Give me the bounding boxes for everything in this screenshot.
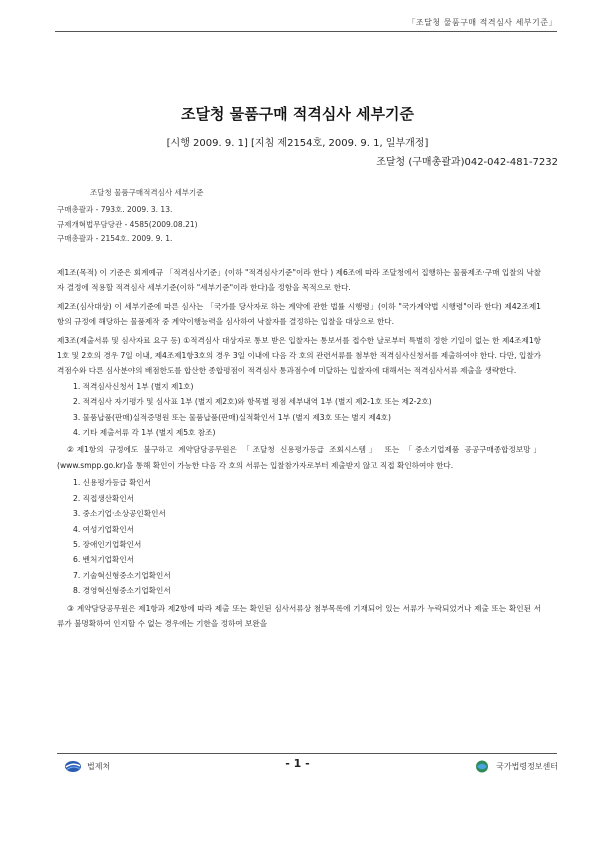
page-title: 조달청 물품구매 적격심사 세부기준 xyxy=(180,105,415,123)
footer-left-label: 법제처 xyxy=(87,762,111,771)
history-line: 구매총괄과 - 2154호. 2009. 9. 1. xyxy=(57,234,173,243)
article-3-para-2-item: 1. 신용평가등급 확인서 xyxy=(73,478,152,488)
article-3-para-2: ②제1항의 규정에도 불구하고 계약담당공무원은 「조달청 신용평가등급 조회시스템」 또는 「중소기업제품 공공구매종합정보망」(www.smpp.go.kr)을 통해 확인이 가능한 다음 각 호의 서류는 입찰참가자로부터 제출받지 않고 직접 확인하여야 한다. xyxy=(57,445,541,470)
history-list xyxy=(57,203,198,247)
article-3-para-2-item: 5. 장애인기업확인서 xyxy=(73,539,142,549)
article-3-para-2-item: 6. 벤처기업확인서 xyxy=(73,555,135,565)
footer-right-label: 국가법령정보센터 xyxy=(496,762,558,771)
footer-right xyxy=(473,760,558,773)
article-2: 제2조(심사대상) 이 세부기준에 따른 심사는 「국가를 당사자로 하는 계약에 관한 법률 시행령」(이하 "국가계약법 시행령"이라 한다) 제42조제1항의 규정에 해당하는 물품제작 중 계약이행능력을 심사하여 낙찰자를 결정하는 입찰을 대상으로 한다. xyxy=(57,301,541,327)
article-3-item: 4. 기타 제출서류 각 1부 (별지 제5호 참조) xyxy=(73,428,216,438)
article-3-para-2-item: 2. 직접생산확인서 xyxy=(73,493,135,503)
law-center-logo-icon xyxy=(473,760,491,773)
article-1: 제1조(목적) 이 기준은 회계예규 「적격심사기준」(이하 "적격심사기준"이라 한다 ) 제6조에 따라 조달청에서 집행하는 물품제조·구매 입찰의 낙찰자 결정에 적용할 적격심사 세부기준(이하 "세부기준"이라 한다)을 정함을 목적으로 한다. xyxy=(57,268,541,293)
revision-info: [시행 2009. 9. 1] [지침 제2154호, 2009. 9. 1, 일부개정] xyxy=(166,138,429,149)
article-3: 제3조(제출서류 및 심사자료 요구 등) ①적격심사 대상자로 통보 받은 입찰자는 통보서를 접수한 날로부터 특별히 정한 기일이 없는 한 제4조제1항1호 및 2호의 경우 7일 이내, 제4조제1항3호의 경우 3일 이내에 다음 각 호의 관련서류를 첨부한 적격심사신청서를 제출하여야 한다. 다만, 입찰가격점수와 다른 심사분야의 배점한도를 합산한 종합평점이 적격심사 통과점수에 미달하는 입찰자에 대해서는 적격심사서류 제출을 생략한다. xyxy=(57,335,541,376)
document-body xyxy=(57,265,541,633)
history-title: 조달청 물품구매적격심사 세부기준 xyxy=(90,188,204,197)
footer-rule xyxy=(57,753,557,754)
article-3-para-2-item: 3. 중소기업·소상공인확인서 xyxy=(73,509,166,519)
history-line: 규제개혁법무담당관 - 4585(2009.08.21) xyxy=(57,219,198,229)
article-3-para-2-item: 7. 기술혁신형중소기업확인서 xyxy=(73,570,171,580)
header-tag: 「조달청 물품구매 적격심사 세부기준」 xyxy=(407,18,557,27)
header-rule xyxy=(55,31,557,32)
page-number: - 1 - xyxy=(285,757,310,770)
article-3-para-3: ③ 계약담당공무원은 제1항과 제2항에 따라 제출 또는 확인된 심사서류상 첨부목록에 기재되어 있는 서류가 누락되었거나 제출 또는 확인된 서류가 불명확하여 인지할 수 없는 경우에는 기한을 정하여 보완을 xyxy=(57,603,541,628)
agency-contact: 조달청 (구매총괄과)042-042-481-7232 xyxy=(376,157,558,168)
history-line: 구매총괄과 - 793호. 2009. 3. 13. xyxy=(57,205,173,214)
article-3-para-2-item: 8. 경영혁신형중소기업확인서 xyxy=(73,586,171,596)
article-3-item: 2. 적격심사 자기평가 및 심사표 1부 (별지 제2호)와 항목별 평점 세부내역 1부 (별지 제2-1호 또는 제2-2호) xyxy=(73,397,432,407)
article-3-item: 1. 적격심사신청서 1부 (별지 제1호) xyxy=(73,381,194,391)
article-3-para-2-item: 4. 여성기업확인서 xyxy=(73,524,135,534)
article-3-item: 3. 물품납품(판매)실적증명원 또는 물품납품(판매)실적확인서 1부 (별지 제3호 또는 별지 제4호) xyxy=(73,412,391,422)
